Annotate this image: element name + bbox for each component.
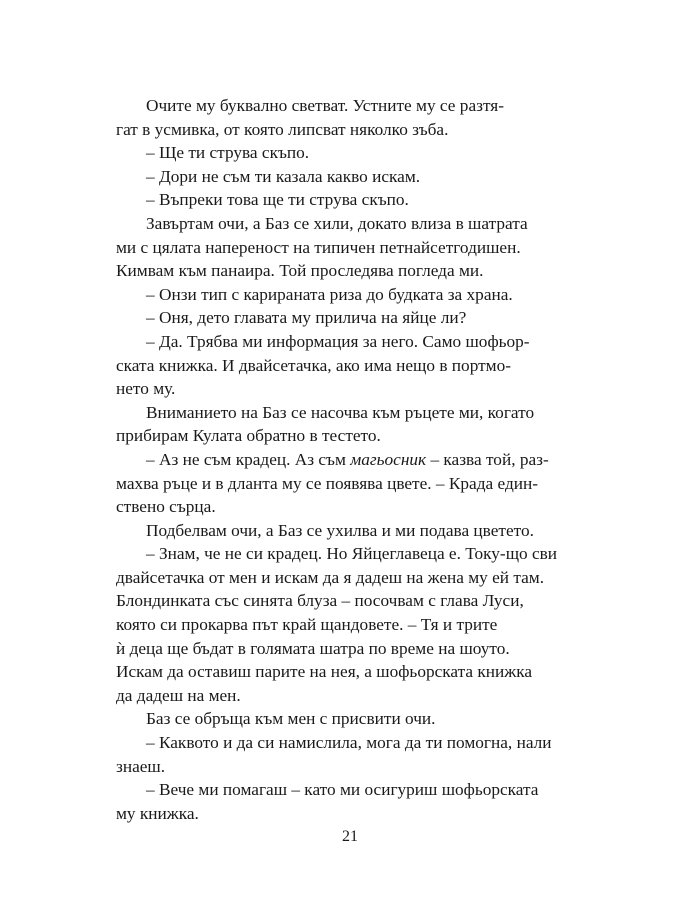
dialogue-line: – Ще ти струва скъпо. [146, 143, 310, 163]
italic-word: магьосник [350, 449, 427, 469]
text-line: махва ръце и в дланта му се появява цвете. – Крада един- [116, 473, 538, 493]
text-line: Кимвам към панаира. Той проследява погледа ми. [116, 261, 484, 281]
text-line: да дадеш на мен. [116, 685, 241, 705]
page-number: 21 [342, 828, 358, 845]
text-line: Искам да оставиш парите на нея, а шофьорската книжка [116, 662, 533, 682]
text-line: прибирам Кулата обратно в тестето. [116, 426, 381, 446]
dialogue-line: – Вече ми помагаш – като ми осигуриш шофьорската [146, 780, 539, 800]
text-line: която си прокарва път край щандовете. – Тя и трите [116, 615, 498, 635]
text-line: Баз се обръща към мен с присвити очи. [146, 709, 436, 729]
text-line: гат в усмивка, от която липсват няколко зъба. [116, 119, 449, 139]
text-line: Блондинката със синята блуза – посочвам с глава Луси, [116, 591, 524, 611]
dialogue-line [116, 448, 566, 472]
dialogue-line: – Знам, че не си крадец. Но Яйцеглавеца е. Току-що сви [146, 544, 558, 564]
text-fragment: – Аз не съм крадец. Аз съм [146, 449, 351, 469]
dialogue-line: – Въпреки това ще ти струва скъпо. [146, 190, 409, 210]
text-line: нето му. [116, 379, 176, 399]
text-line: ствено сърца. [116, 497, 216, 517]
text-line: ми с цялата напереност на типичен петнайсетгодишен. [116, 237, 521, 257]
text-line: Очите му буквално светват. Устните му се разтя- [146, 96, 504, 115]
dialogue-line: – Онзи тип с карираната риза до будката за храна. [146, 284, 513, 304]
dialogue-line: – Каквото и да си намислила, мога да ти помогна, нали [146, 733, 552, 753]
body-text [116, 94, 566, 825]
dialogue-line: – Оня, дето главата му прилича на яйце ли? [146, 308, 467, 328]
text-fragment: – казва той, раз- [426, 449, 549, 469]
text-line: Вниманието на Баз се насочва към ръцете ми, когато [146, 402, 535, 422]
text-line: ската книжка. И двайсетачка, ако има нещо в портмо- [116, 355, 511, 375]
text-line: ѝ деца ще бъдат в голямата шатра по време на шоуто. [116, 638, 510, 658]
text-line: двайсетачка от мен и искам да я дадеш на жена му ей там. [116, 567, 545, 587]
dialogue-line: – Дори не съм ти казала какво искам. [146, 166, 421, 186]
text-line: Подбелвам очи, а Баз се ухилва и ми подава цветето. [146, 520, 534, 540]
text-line: знаеш. [116, 756, 166, 776]
text-line: Завъртам очи, а Баз се хили, докато влиза в шатрата [146, 213, 528, 233]
text-line: му книжка. [116, 803, 199, 823]
dialogue-line: – Да. Трябва ми информация за него. Само шофьор- [146, 331, 530, 351]
